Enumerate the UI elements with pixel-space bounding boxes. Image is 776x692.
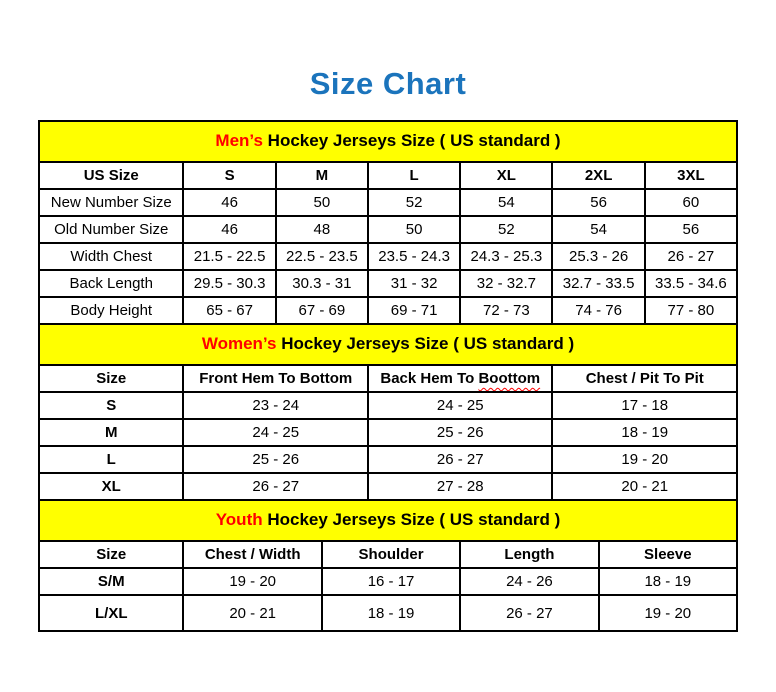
column-header-cell: Chest / Width: [183, 541, 321, 568]
data-cell: 23 - 24: [183, 392, 368, 419]
column-header-cell: XL: [460, 162, 552, 189]
data-cell: 33.5 - 34.6: [645, 270, 737, 297]
data-cell: 54: [460, 189, 552, 216]
row-label: M: [39, 419, 183, 446]
data-cell: 26 - 27: [183, 473, 368, 500]
section-category-label: Youth: [215, 510, 263, 529]
section-category-label: Women’s: [201, 334, 277, 353]
mens-grid: [38, 161, 738, 325]
column-header-cell: Sleeve: [599, 541, 737, 568]
data-cell: 26 - 27: [460, 595, 598, 631]
column-header-cell: L: [368, 162, 460, 189]
row-label: Back Length: [39, 270, 183, 297]
data-cell: 17 - 18: [552, 392, 737, 419]
column-header-cell: Chest / Pit To Pit: [552, 365, 737, 392]
size-chart-tables: [38, 120, 738, 632]
table-row: [39, 270, 737, 297]
table-row: [39, 473, 737, 500]
data-cell: 29.5 - 30.3: [183, 270, 275, 297]
womens-size-table: [38, 323, 738, 501]
mens-section-header: [38, 120, 738, 163]
row-label: S: [39, 392, 183, 419]
data-cell: 23.5 - 24.3: [368, 243, 460, 270]
data-cell: 32.7 - 33.5: [552, 270, 644, 297]
womens-grid: [38, 364, 738, 501]
row-label: L: [39, 446, 183, 473]
column-header-cell: Size: [39, 541, 183, 568]
column-header-cell: Size: [39, 365, 183, 392]
row-label: Old Number Size: [39, 216, 183, 243]
data-cell: 21.5 - 22.5: [183, 243, 275, 270]
column-header-row: [39, 162, 737, 189]
data-cell: 24 - 26: [460, 568, 598, 595]
data-cell: 27 - 28: [368, 473, 553, 500]
data-cell: 25.3 - 26: [552, 243, 644, 270]
data-cell: 46: [183, 216, 275, 243]
table-row: [39, 243, 737, 270]
data-cell: 69 - 71: [368, 297, 460, 324]
data-cell: 65 - 67: [183, 297, 275, 324]
data-cell: 19 - 20: [599, 595, 737, 631]
data-cell: 20 - 21: [552, 473, 737, 500]
womens-section-header: [38, 323, 738, 366]
data-cell: 18 - 19: [322, 595, 460, 631]
row-label: Body Height: [39, 297, 183, 324]
column-header-cell: Front Hem To Bottom: [183, 365, 368, 392]
data-cell: 31 - 32: [368, 270, 460, 297]
data-cell: 74 - 76: [552, 297, 644, 324]
data-cell: 16 - 17: [322, 568, 460, 595]
data-cell: 22.5 - 23.5: [276, 243, 368, 270]
data-cell: 48: [276, 216, 368, 243]
data-cell: 50: [368, 216, 460, 243]
column-header-cell: Shoulder: [322, 541, 460, 568]
table-row: [39, 216, 737, 243]
row-label: L/XL: [39, 595, 183, 631]
data-cell: 24 - 25: [183, 419, 368, 446]
youth-grid: [38, 540, 738, 632]
column-header-cell: S: [183, 162, 275, 189]
section-category-label: Men’s: [215, 131, 263, 150]
column-header-row: [39, 541, 737, 568]
data-cell: 26 - 27: [645, 243, 737, 270]
table-row: [39, 189, 737, 216]
column-header-cell: Length: [460, 541, 598, 568]
section-header-text: Hockey Jerseys Size ( US standard ): [262, 510, 561, 529]
misspelled-word: Boottom: [478, 370, 541, 387]
data-cell: 19 - 20: [183, 568, 321, 595]
data-cell: 67 - 69: [276, 297, 368, 324]
data-cell: 30.3 - 31: [276, 270, 368, 297]
section-header-text: Hockey Jerseys Size ( US standard ): [276, 334, 575, 353]
data-cell: 46: [183, 189, 275, 216]
page-title: Size Chart: [309, 66, 467, 101]
data-cell: 18 - 19: [599, 568, 737, 595]
row-label: Width Chest: [39, 243, 183, 270]
column-header-cell: 3XL: [645, 162, 737, 189]
table-row: [39, 392, 737, 419]
mens-size-table: [38, 120, 738, 325]
data-cell: 50: [276, 189, 368, 216]
table-row: [39, 568, 737, 595]
youth-size-table: [38, 499, 738, 632]
data-cell: 56: [552, 189, 644, 216]
table-row: [39, 595, 737, 631]
data-cell: 77 - 80: [645, 297, 737, 324]
table-row: [39, 419, 737, 446]
data-cell: 24.3 - 25.3: [460, 243, 552, 270]
data-cell: 54: [552, 216, 644, 243]
section-header-text: Hockey Jerseys Size ( US standard ): [262, 131, 561, 150]
data-cell: 25 - 26: [183, 446, 368, 473]
data-cell: 24 - 25: [368, 392, 553, 419]
column-header-cell: Back Hem To Boottom: [368, 365, 553, 392]
data-cell: 25 - 26: [368, 419, 553, 446]
row-label: XL: [39, 473, 183, 500]
column-header-cell: US Size: [39, 162, 183, 189]
data-cell: 52: [460, 216, 552, 243]
data-cell: 19 - 20: [552, 446, 737, 473]
data-cell: 52: [368, 189, 460, 216]
column-header-cell: 2XL: [552, 162, 644, 189]
data-cell: 72 - 73: [460, 297, 552, 324]
data-cell: 18 - 19: [552, 419, 737, 446]
data-cell: 32 - 32.7: [460, 270, 552, 297]
data-cell: 26 - 27: [368, 446, 553, 473]
column-header-cell: M: [276, 162, 368, 189]
table-row: [39, 297, 737, 324]
data-cell: 60: [645, 189, 737, 216]
row-label: S/M: [39, 568, 183, 595]
data-cell: 56: [645, 216, 737, 243]
row-label: New Number Size: [39, 189, 183, 216]
data-cell: 20 - 21: [183, 595, 321, 631]
column-header-row: [39, 365, 737, 392]
youth-section-header: [38, 499, 738, 542]
table-row: [39, 446, 737, 473]
